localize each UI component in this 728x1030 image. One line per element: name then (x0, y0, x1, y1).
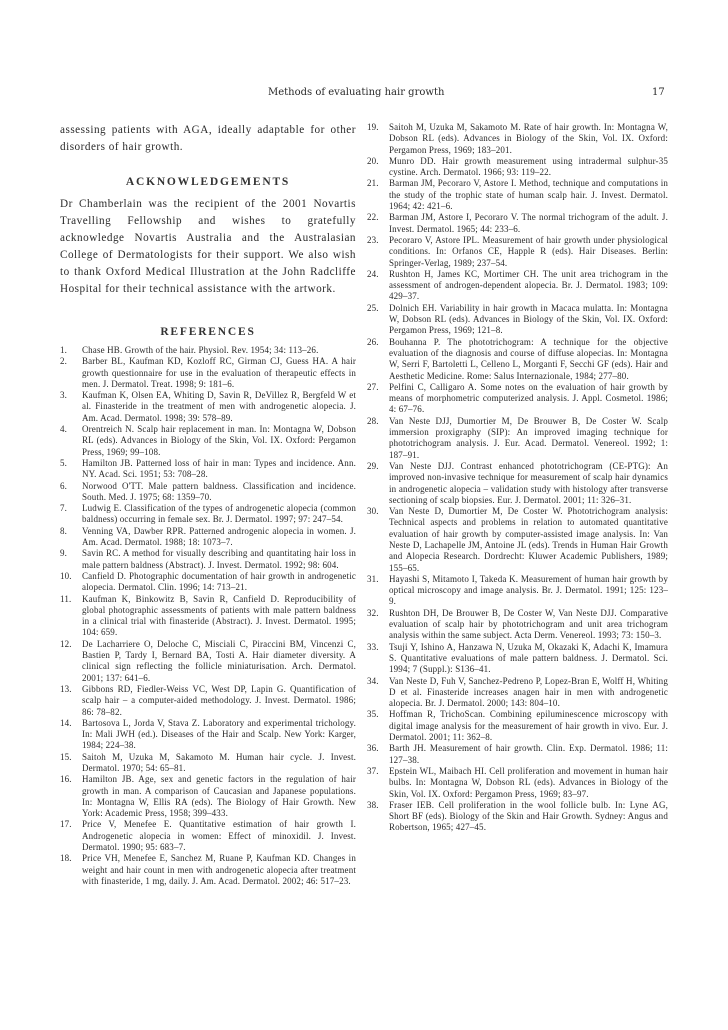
reference-number: 12. (60, 638, 72, 649)
reference-item (367, 506, 668, 574)
reference-item (367, 235, 668, 269)
reference-item (60, 503, 356, 526)
acknowledgements-heading: ACKNOWLEDGEMENTS (125, 176, 291, 188)
reference-text: Dolnich EH. Variability in hair growth in Macaca mulatta. In: Montagna W, Dobson RL (eds). Advances in Biology of the Skin, Vol. IX. Oxford: Pergamon Press, 1969; 121–8. (389, 302, 668, 336)
reference-number: 3. (60, 390, 68, 401)
reference-text: Barber BL, Kaufman KD, Kozloff RC, Girman CJ, Guess HA. A hair growth questionnaire for use in the evaluation of therapeutic effects in men. J. Dermatol. Treat. 1998; 9: 181–6. (82, 356, 356, 389)
reference-number: 10. (60, 570, 72, 581)
reference-item (367, 178, 668, 212)
reference-text: Barman JM, Pecoraro V, Astore I. Method, technique and computations in the study of the trophic state of human scalp hair. J. Invest. Dermatol. 1964; 42: 421–6. (389, 178, 668, 212)
reference-text: Barman JM, Astore I, Pecoraro V. The normal trichogram of the adult. J. Invest. Dermatol. 1965; 44: 233–6. (389, 212, 668, 234)
page-number: 17 (652, 87, 665, 98)
reference-item (367, 122, 668, 156)
reference-item (60, 458, 356, 481)
reference-item (60, 526, 356, 549)
reference-text: Chase HB. Growth of the hair. Physiol. Rev. 1954; 34: 113–26. (82, 345, 319, 355)
reference-number: 28. (367, 415, 379, 426)
reference-number: 23. (367, 234, 379, 245)
reference-number: 6. (60, 480, 68, 491)
reference-number: 1. (60, 345, 68, 355)
reference-text: De Lacharriere O, Deloche C, Misciali C, Piraccini BM, Vincenzi C, Bastien P, Tardy I, Bernard BA, Tosti A. Hair diameter diversity. A clinical sign reflecting the follicle miniaturisation. Arch. Dermatol. 2001; 137: 641–6. (82, 638, 356, 683)
reference-item (367, 766, 668, 800)
reference-number: 24. (367, 268, 379, 279)
reference-item (367, 269, 668, 303)
reference-number: 5. (60, 457, 68, 468)
references-list-right (367, 122, 668, 834)
references-heading: REFERENCES (160, 326, 256, 338)
reference-number: 29. (367, 460, 379, 471)
reference-item (60, 684, 356, 718)
reference-text: Venning VA, Dawber RPR. Patterned androgenic alopecia in women. J. Am. Acad. Dermatol. 1988; 18: 1073–7. (82, 525, 356, 548)
reference-number: 14. (60, 717, 72, 728)
reference-item (60, 345, 356, 356)
reference-text: Hoffman R, TrichoScan. Combining epiluminescence microscopy with digital image analysis for the measurement of hair growth in vivo. Eur. J. Dermatol. 2001; 11: 362–8. (389, 709, 668, 743)
reference-text: Van Neste D, Fuh V, Sanchez-Pedreno P, Lopez-Bran E, Wolff H, Whiting D et al. Finasteride increases anagen hair in men with androgenetic alopecia. Br. J. Dermatol. 2000; 143: 804–10. (389, 675, 668, 709)
reference-text: Bartosova L, Jorda V, Stava Z. Laboratory and experimental trichology. In: Mali JWH (ed.). Diseases of the Hair and Scalp. New York: Karger, 1984; 224–38. (82, 717, 356, 751)
reference-item (60, 752, 356, 775)
reference-number: 8. (60, 525, 68, 536)
reference-item (367, 337, 668, 382)
reference-number: 30. (367, 506, 379, 517)
reference-text: Hamilton JB. Patterned loss of hair in man: Types and incidence. Ann. NY. Acad. Sci. 1951; 53: 708–28. (82, 457, 356, 480)
reference-item (60, 548, 356, 571)
running-title: Methods of evaluating hair growth (268, 87, 445, 98)
reference-item (60, 819, 356, 853)
reference-number: 34. (367, 675, 379, 686)
reference-item (60, 774, 356, 819)
reference-number: 25. (367, 302, 379, 313)
reference-number: 17. (60, 819, 72, 830)
reference-item (367, 212, 668, 235)
right-column (367, 122, 668, 834)
reference-number: 2. (60, 356, 68, 367)
reference-text: Canfield D. Photographic documentation of hair growth in androgenetic alopecia. Dermatol. Clin. 1996; 14: 713–21. (82, 570, 356, 593)
reference-item (60, 356, 356, 390)
reference-number: 13. (60, 683, 72, 694)
reference-text: Rushton H, James KC, Mortimer CH. The unit area trichogram in the assessment of androgen-dependent alopecia. Br. J. Dermatol. 1983; 109: 429–37. (389, 268, 668, 302)
reference-number: 15. (60, 751, 72, 762)
reference-text: Epstein WL, Maibach HI. Cell proliferation and movement in human hair bulbs. In: Montagna W, Dobson RL (eds). Advances in Biology of the Skin, Vol. IX. Oxford: Pergamon Press, 1969; 83–97. (389, 765, 668, 799)
reference-text: Orentreich N. Scalp hair replacement in man. In: Montagna W, Dobson RL (eds). Advances in Biology of the Skin, Vol. IX. Oxford: Pergamon Press, 1969; 99–108. (82, 424, 356, 457)
reference-item (367, 156, 668, 179)
reference-number: 26. (367, 336, 379, 347)
reference-text: Price V, Menefee E. Quantitative estimation of hair growth I. Androgenetic alopecia in women: Effect of minoxidil. J. Invest. Dermatol. 1990; 95: 683–7. (82, 819, 356, 853)
reference-text: Hamilton JB. Age, sex and genetic factors in the regulation of hair growth in man. A comparison of Caucasian and Japanese populations. In: Montagna W, Ellis RA (eds). The Biology of Hair Growth. New York: Academic Press, 1958; 399–433. (82, 774, 356, 819)
reference-number: 33. (367, 641, 379, 652)
reference-number: 35. (367, 709, 379, 720)
reference-item (367, 709, 668, 743)
reference-number: 22. (367, 212, 379, 223)
reference-text: Van Neste D, Dumortier M, De Coster W. Phototrichogram analysis: Technical aspects and problems in relation to automated quantitative evaluation of hair growth by computer-assisted image analysis. In: Van Neste D, Lachapelle JM, Antoine JL (eds). Trends in Human Hair Growth and Alopecia Research. Dordrecht: Kluwer Academic Publishers, 1989; 155–65. (389, 506, 668, 573)
reference-item (367, 303, 668, 337)
reference-item (60, 424, 356, 458)
reference-text: Van Neste DJJ, Dumortier M, De Brouwer B, De Coster W. Scalp immersion proxigraphy (SIP): An improved imaging technique for phototrichogram analysis. J. Eur. Acad. Dermatol. Venereol. 1992; 1: 187–91. (389, 415, 668, 460)
reference-number: 9. (60, 548, 68, 559)
reference-item (367, 608, 668, 642)
references-list-left (60, 345, 356, 887)
reference-text: Price VH, Menefee E, Sanchez M, Ruane P, Kaufman KD. Changes in weight and hair count in men with androgenetic alopecia after treatment with finasteride, 1 mg, daily. J. Am. Acad. Dermatol. 2002; 46: 517–23. (82, 853, 356, 886)
reference-text: Rushton DH, De Brouwer B, De Coster W, Van Neste DJJ. Comparative evaluation of scalp hair by phototrichogram and unit area trichogram analysis within the same subject. Acta Derm. Venereol. 1993; 73: 150–3. (389, 607, 668, 641)
reference-item (60, 853, 356, 887)
reference-item (60, 390, 356, 424)
reference-number: 7. (60, 503, 68, 514)
intro-paragraph: assessing patients with AGA, ideally adaptable for other disorders of hair growth. (60, 124, 356, 153)
reference-text: Kaufman K, Olsen EA, Whiting D, Savin R, DeVillez R, Bergfeld W et al. Finasteride in the treatment of men with androgenetic alopecia. J. Am. Acad. Dermatol. 1998; 39: 578–89. (82, 390, 356, 423)
reference-text: Saitoh M, Uzuka M, Sakamoto M. Human hair cycle. J. Invest. Dermatol. 1970; 54: 65–81. (82, 751, 356, 773)
reference-item (367, 461, 668, 506)
reference-item (367, 416, 668, 461)
reference-item (367, 382, 668, 416)
reference-text: Bouhanna P. The phototrichogram: A technique for the objective evaluation of the diagnosis and course of diffuse alopecias. In: Montagna W, Serri F, Bartoletti L, Celleno L, Morganti F, Secchi GF (eds). Hair and Aesthetic Medicine. Rome: Salus Internazionale, 1984; 277–80. (389, 336, 668, 381)
reference-item (60, 594, 356, 639)
reference-number: 36. (367, 743, 379, 754)
reference-item (367, 800, 668, 834)
reference-item (367, 642, 668, 676)
reference-number: 37. (367, 765, 379, 776)
reference-text: Barth JH. Measurement of hair growth. Clin. Exp. Dermatol. 1986; 11: 127–38. (389, 743, 668, 765)
running-header (0, 85, 728, 101)
reference-text: Norwood O'TT. Male pattern baldness. Classification and incidence. South. Med. J. 1975; 68: 1359–70. (82, 480, 356, 502)
reference-number: 11. (60, 593, 72, 604)
reference-text: Fraser IEB. Cell proliferation in the wool follicle bulb. In: Lyne AG, Short BF (eds). Biology of the Skin and Hair Growth. Sydney: Angus and Robertson, 1965; 427–45. (389, 799, 668, 833)
reference-text: Van Neste DJJ. Contrast enhanced phototrichogram (CE-PTG): An improved non-invasive technique for measurement of scalp hair dynamics in androgenetic alopecia – validation study with histology after transverse sectioning of scalp biopsies. Eur. J. Dermatol. 2001; 11: 326–31. (389, 460, 668, 505)
reference-item (367, 574, 668, 608)
reference-number: 16. (60, 774, 72, 785)
reference-text: Ludwig E. Classification of the types of androgenetic alopecia (common baldness) occurring in female sex. Br. J. Dermatol. 1997; 97: 247–54. (82, 503, 356, 525)
reference-text: Pecoraro V, Astore IPL. Measurement of hair growth under physiological conditions. In: Orfanos CE, Happle R (eds). Hair Diseases. Berlin: Springer-Verlag, 1989; 237–54. (389, 234, 668, 268)
reference-text: Hayashi S, Mitamoto I, Takeda K. Measurement of human hair growth by optical microscopy and image analysis. Br. J. Dermatol. 1991; 125: 123–9. (389, 573, 668, 607)
reference-number: 20. (367, 155, 379, 166)
reference-number: 31. (367, 573, 379, 584)
reference-text: Savin RC. A method for visually describing and quantitating hair loss in male pattern baldness (Abstract). J. Invest. Dermatol. 1992; 98: 604. (82, 548, 356, 570)
acknowledgements-paragraph: Dr Chamberlain was the recipient of the 2001 Novartis Travelling Fellowship and wishes to gratefully acknowledge Novartis Australia and the Australasian College of Dermatologists for their support. We also wish to thank Oxford Medical Illustration at the John Radcliffe Hospital for their technical assistance with the artwork. (60, 198, 356, 295)
reference-number: 21. (367, 178, 379, 189)
reference-text: Tsuji Y, Ishino A, Hanzawa N, Uzuka M, Okazaki K, Adachi K, Imamura S. Quantitative evaluations of male pattern baldness. J. Dermatol. Sci. 1994; 7 (Suppl.): S136–41. (389, 641, 668, 675)
reference-number: 32. (367, 607, 379, 618)
reference-item (60, 639, 356, 684)
reference-item (60, 481, 356, 504)
reference-number: 38. (367, 799, 379, 810)
reference-item (367, 676, 668, 710)
reference-number: 27. (367, 381, 379, 392)
reference-item (367, 743, 668, 766)
reference-text: Saitoh M, Uzuka M, Sakamoto M. Rate of hair growth. In: Montagna W, Dobson RL (eds). Advances in Biology of the Skin, Vol. IX. Oxford: Pergamon Press, 1969; 183–201. (389, 122, 668, 155)
reference-item (60, 718, 356, 752)
reference-number: 18. (60, 853, 72, 864)
reference-item (60, 571, 356, 594)
left-column (60, 122, 356, 887)
reference-text: Pelfini C, Calligaro A. Some notes on the evaluation of hair growth by means of morphometric computerized analysis. J. Appl. Cosmetol. 1986; 4: 67–76. (389, 381, 668, 415)
reference-text: Munro DD. Hair growth measurement using intradermal sulphur-35 cystine. Arch. Dermatol. 1966; 93: 119–22. (389, 155, 668, 178)
reference-number: 4. (60, 424, 68, 435)
reference-text: Kaufman K, Binkowitz B, Savin R, Canfield D. Reproducibility of global photographic assessments of patients with male pattern baldness in a clinical trial with finasteride (Abstract). J. Invest. Dermatol. 1995; 104: 659. (82, 593, 356, 638)
reference-text: Gibbons RD, Fiedler-Weiss VC, West DP, Lapin G. Quantification of scalp hair – a computer-aided methodology. J. Invest. Dermatol. 1986; 86: 78–82. (82, 683, 356, 717)
reference-number: 19. (367, 122, 379, 132)
